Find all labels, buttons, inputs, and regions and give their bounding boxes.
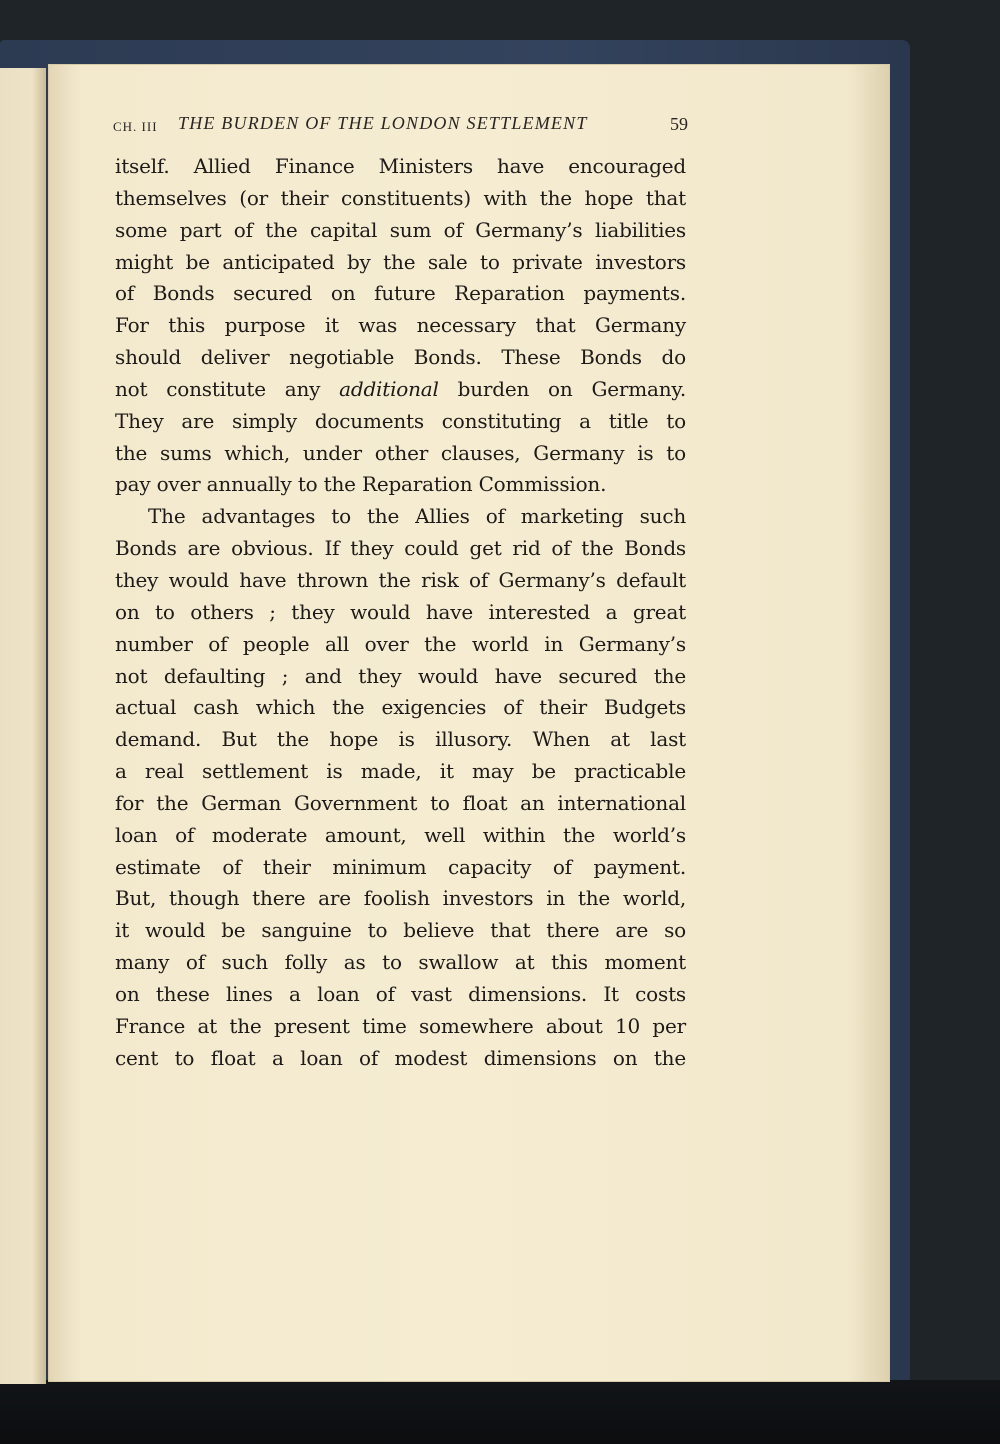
text-segment: many of such folly as to swallow at this moment <box>115 950 686 975</box>
text-line <box>115 278 686 310</box>
text-line <box>115 1043 686 1075</box>
text-segment: themselves (or their constituents) with the hope that <box>115 185 686 210</box>
text-segment: the sums which, under other clauses, Germany is to <box>115 440 686 465</box>
emphasis-text: additional <box>339 376 439 401</box>
text-segment: But, though there are foolish investors in the world, <box>115 886 686 911</box>
text-segment: actual cash which the exigencies of their Budgets <box>115 695 686 720</box>
text-segment: some part of the capital sum of Germany’s liabilities <box>115 217 686 242</box>
text-segment: of Bonds secured on future Reparation payments. <box>115 281 686 306</box>
text-segment: They are simply documents constituting a title to <box>115 408 686 433</box>
text-line <box>115 597 686 629</box>
text-line <box>115 438 686 470</box>
text-segment: it would be sanguine to believe that there are so <box>115 918 686 943</box>
text-line <box>115 469 686 501</box>
text-line <box>115 756 686 788</box>
text-segment: should deliver negotiable Bonds. These Bonds do <box>115 345 686 370</box>
text-line <box>115 374 686 406</box>
text-line <box>115 310 686 342</box>
text-line <box>115 724 686 756</box>
text-line <box>115 788 686 820</box>
body-text <box>115 151 686 1074</box>
text-segment: cent to float a loan of modest dimensions on the <box>115 1045 686 1070</box>
text-line <box>115 1011 686 1043</box>
text-segment: not constitute any <box>115 376 340 401</box>
text-segment: Bonds are obvious. If they could get rid of the Bonds <box>115 536 686 561</box>
text-line <box>115 247 686 279</box>
running-header <box>113 113 688 143</box>
text-segment: a real settlement is made, it may be practicable <box>115 759 686 784</box>
text-segment: on these lines a loan of vast dimensions. It costs <box>115 981 686 1006</box>
text-line <box>115 183 686 215</box>
text-segment: demand. But the hope is illusory. When at last <box>115 727 686 752</box>
text-segment: For this purpose it was necessary that Germany <box>115 313 686 338</box>
text-segment: The advantages to the Allies of marketing such <box>148 504 686 529</box>
text-line <box>115 565 686 597</box>
text-line <box>115 501 686 533</box>
text-segment: for the German Government to float an international <box>115 790 686 815</box>
text-line <box>115 915 686 947</box>
text-segment: burden on Germany. <box>438 376 686 401</box>
text-segment: loan of moderate amount, well within the world’s <box>115 822 686 847</box>
text-line <box>115 661 686 693</box>
paragraph <box>115 501 686 1074</box>
chapter-label: CH. III <box>113 119 158 134</box>
text-segment: on to others ; they would have interested a great <box>115 599 686 624</box>
text-line <box>115 533 686 565</box>
text-segment: France at the present time somewhere about 10 per <box>115 1013 686 1038</box>
background-shadow <box>0 1380 1000 1444</box>
text-line <box>115 820 686 852</box>
text-line <box>115 151 686 183</box>
text-line <box>115 979 686 1011</box>
page-number: 59 <box>670 114 688 134</box>
text-line <box>115 215 686 247</box>
paragraph <box>115 151 686 501</box>
text-segment: they would have thrown the risk of Germany’s default <box>115 567 686 592</box>
text-line <box>115 629 686 661</box>
running-title: THE BURDEN OF THE LONDON SETTLEMENT <box>178 113 588 133</box>
text-line <box>115 692 686 724</box>
text-segment: itself. Allied Finance Ministers have encouraged <box>115 154 686 178</box>
facing-page-edge <box>0 68 46 1384</box>
text-segment: number of people all over the world in Germany’s <box>115 631 686 656</box>
text-segment: might be anticipated by the sale to private investors <box>115 249 686 274</box>
text-line <box>115 342 686 374</box>
text-segment: not defaulting ; and they would have secured the <box>115 663 686 688</box>
text-segment: pay over annually to the Reparation Commission. <box>115 472 607 497</box>
text-line <box>115 852 686 884</box>
text-line <box>115 947 686 979</box>
text-segment: estimate of their minimum capacity of payment. <box>115 854 686 879</box>
text-line <box>115 883 686 915</box>
text-line <box>115 406 686 438</box>
